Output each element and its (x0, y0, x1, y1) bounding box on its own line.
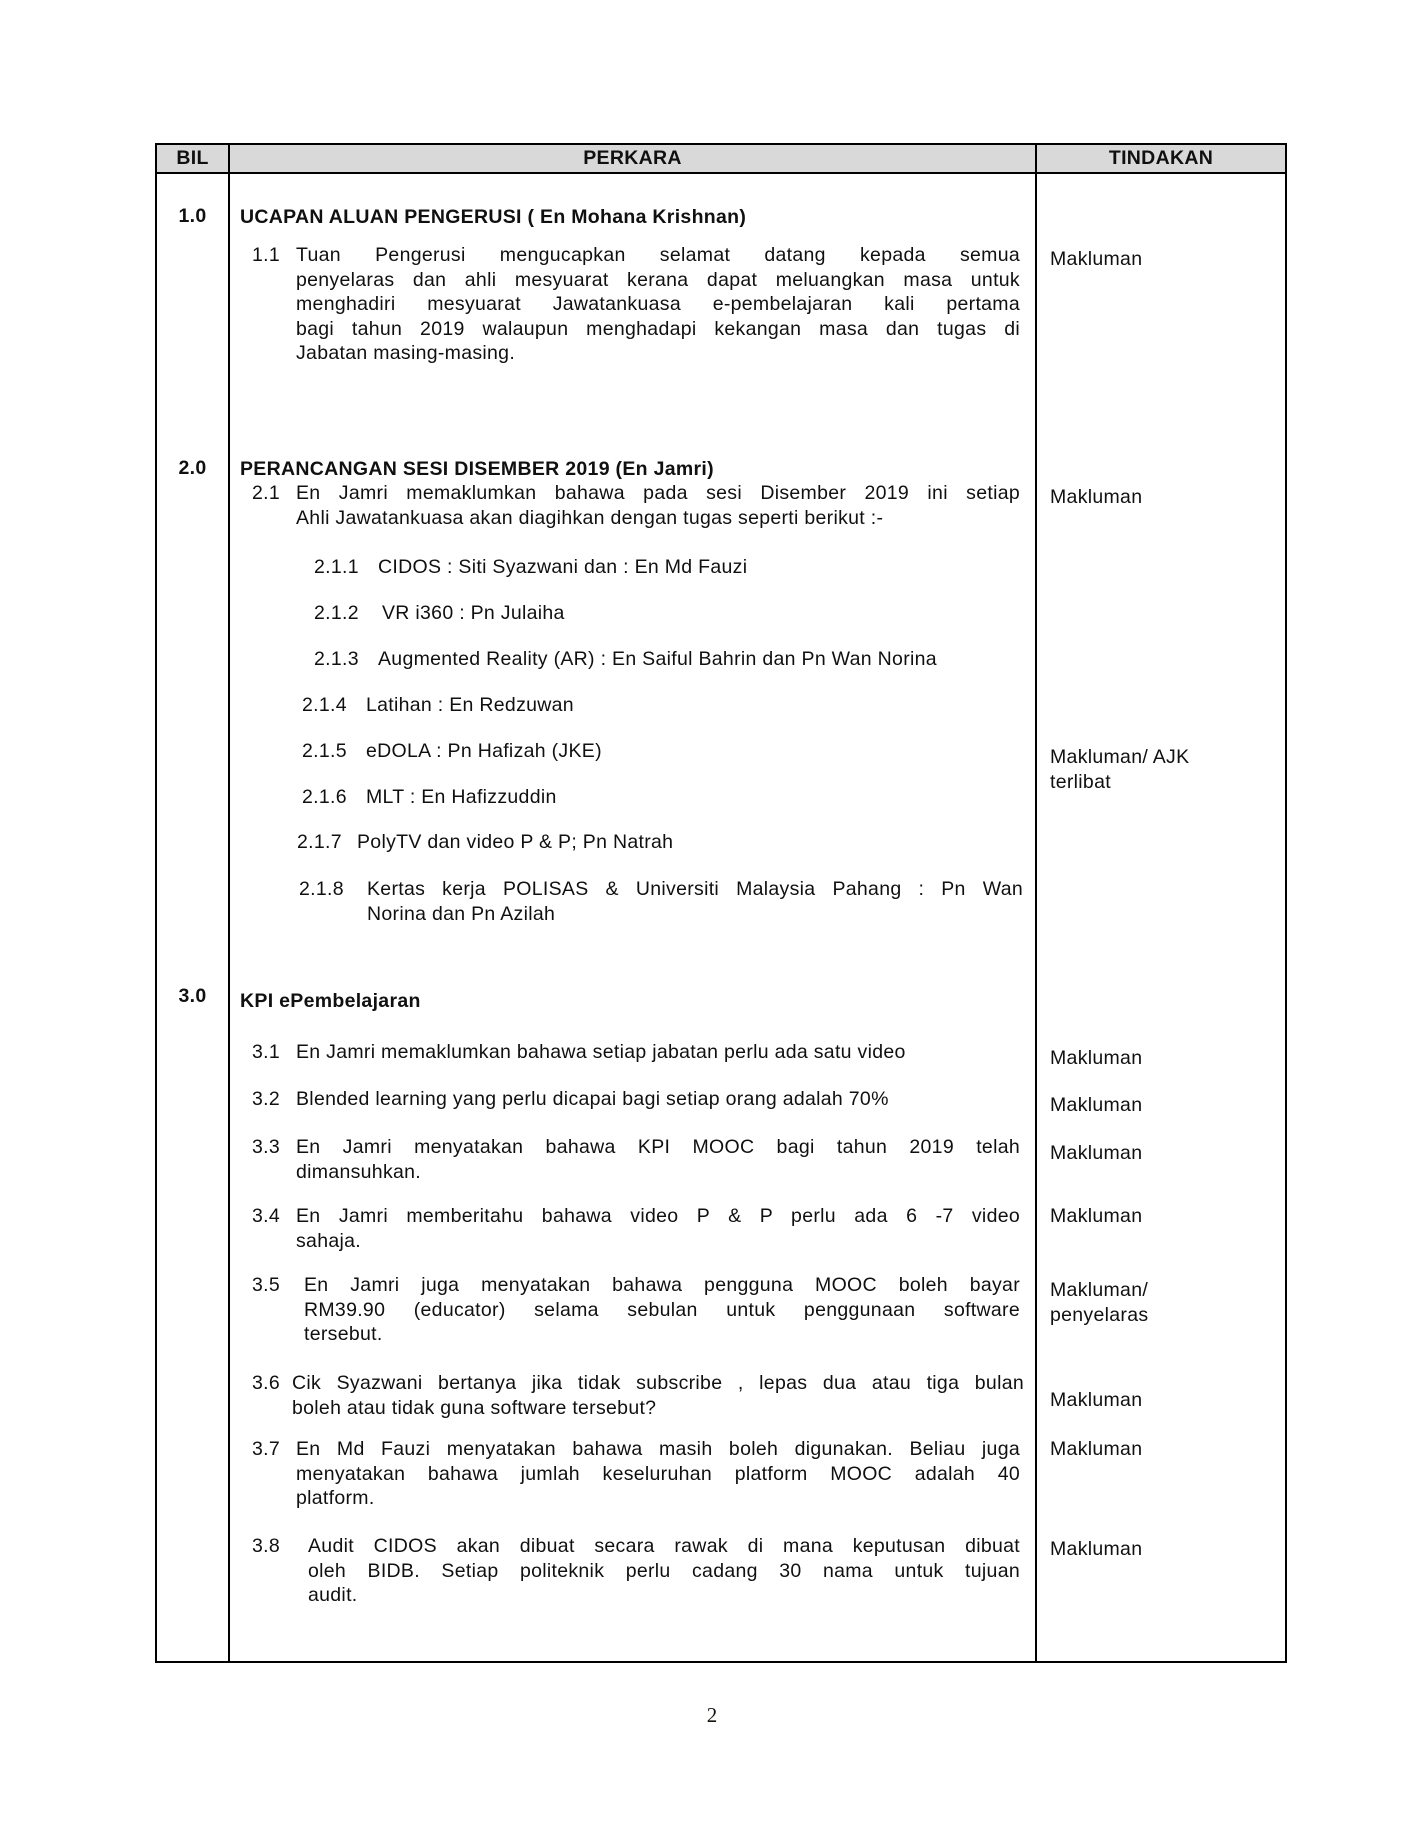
item-3-3 (252, 1135, 1020, 1184)
item-text: PolyTV dan video P & P; Pn Natrah (357, 831, 674, 853)
item-text: Augmented Reality (AR) : En Saiful Bahrin dan Pn Wan Norina (378, 648, 937, 670)
item-2-1-1 (314, 555, 1014, 580)
item-3-8 (252, 1534, 1020, 1608)
tindakan-label: Makluman (1050, 1389, 1143, 1411)
item-number: 3.8 (252, 1535, 281, 1557)
item-number: 3.3 (252, 1136, 281, 1158)
header-tindakan: TINDAKAN (1108, 147, 1214, 169)
item-number: 3.6 (252, 1372, 281, 1394)
section-title: UCAPAN ALUAN PENGERUSI ( En Mohana Krishnan) (240, 206, 747, 228)
item-3-1 (252, 1040, 1020, 1065)
header-bil: BIL (157, 145, 230, 172)
column-bil (157, 174, 230, 1661)
item-number: 3.4 (252, 1205, 281, 1227)
item-number: 3.7 (252, 1438, 281, 1460)
header-perkara: PERKARA (230, 145, 1037, 172)
item-text: CIDOS : Siti Syazwani dan : En Md Fauzi (378, 556, 748, 578)
item-number: 2.1.4 (302, 694, 347, 716)
item-1-1 (252, 243, 1020, 366)
item-text: En Jamri menyatakan bahawa KPI MOOC bagi tahun 2019 telah dimansuhkan. (296, 1136, 1020, 1183)
section-number: 3.0 (178, 985, 207, 1007)
item-number: 2.1.3 (314, 648, 359, 670)
item-text: MLT : En Hafizzuddin (366, 786, 557, 808)
item-3-2 (252, 1087, 1020, 1112)
item-text: En Jamri juga menyatakan bahawa pengguna MOOC boleh bayar RM39.90 (educator) selama sebulan untuk penggunaan software tersebut. (304, 1274, 1020, 1345)
column-tindakan (1037, 174, 1285, 1661)
column-perkara (230, 174, 1037, 1661)
tindakan-label: Makluman (1050, 1205, 1143, 1227)
item-2-1-6 (302, 785, 1002, 810)
minutes-table (155, 143, 1287, 1663)
tindakan-label: Makluman (1050, 1538, 1143, 1560)
tindakan-label: Makluman (1050, 1094, 1143, 1116)
tindakan-label: Makluman (1050, 1142, 1143, 1164)
item-number: 3.1 (252, 1041, 281, 1063)
tindakan-label: Makluman/ penyelaras (1050, 1279, 1149, 1326)
tindakan-label: Makluman (1050, 1438, 1143, 1460)
item-text: Kertas kerja POLISAS & Universiti Malaysia Pahang : Pn Wan Norina dan Pn Azilah (367, 878, 1023, 925)
page-number: 2 (706, 1703, 718, 1727)
item-number: 2.1.7 (297, 831, 342, 853)
item-2-1-5 (302, 739, 1002, 764)
section-number: 1.0 (178, 205, 207, 227)
table-header-row (157, 145, 1285, 174)
item-number: 2.1 (252, 482, 281, 504)
item-text: Latihan : En Redzuwan (366, 694, 574, 716)
item-text: En Jamri memaklumkan bahawa setiap jabatan perlu ada satu video (296, 1041, 906, 1063)
item-number: 2.1.5 (302, 740, 347, 762)
item-number: 2.1.6 (302, 786, 347, 808)
item-2-1-4 (302, 693, 1002, 718)
item-number: 3.2 (252, 1088, 281, 1110)
item-3-6 (252, 1371, 1024, 1420)
item-text: En Jamri memberitahu bahawa video P & P perlu ada 6 -7 video sahaja. (296, 1205, 1020, 1252)
item-text: VR i360 : Pn Julaiha (382, 602, 565, 624)
table-body (157, 174, 1285, 1661)
section-title: KPI ePembelajaran (240, 990, 421, 1012)
item-2-1-3 (314, 647, 1026, 672)
tindakan-label: Makluman (1050, 1047, 1143, 1069)
item-text: Tuan Pengerusi mengucapkan selamat datang kepada semua penyelaras dan ahli mesyuarat kerana dapat meluangkan masa untuk menghadiri mesyuarat Jawatankuasa e-pembelajaran kali pertama bagi tahun 2019 walaupun menghadapi kekangan masa dan tugas di Jabatan masing-masing. (296, 244, 1020, 364)
section-number: 2.0 (178, 457, 207, 479)
item-2-1 (252, 481, 1020, 530)
item-text: Blended learning yang perlu dicapai bagi setiap orang adalah 70% (296, 1088, 889, 1110)
item-number: 3.5 (252, 1274, 281, 1296)
item-text: En Md Fauzi menyatakan bahawa masih boleh digunakan. Beliau juga menyatakan bahawa jumlah keseluruhan platform MOOC adalah 40 platform. (296, 1438, 1020, 1509)
tindakan-label: Makluman (1050, 486, 1143, 508)
tindakan-label: Makluman (1050, 248, 1143, 270)
item-3-7 (252, 1437, 1020, 1511)
item-2-1-2 (314, 601, 1014, 626)
item-number: 2.1.2 (314, 602, 359, 624)
item-text: En Jamri memaklumkan bahawa pada sesi Disember 2019 ini setiap Ahli Jawatankuasa akan diagihkan dengan tugas seperti berikut :- (296, 482, 1020, 529)
item-2-1-7 (297, 830, 997, 855)
item-3-4 (252, 1204, 1020, 1253)
item-text: Audit CIDOS akan dibuat secara rawak di mana keputusan dibuat oleh BIDB. Setiap politeknik perlu cadang 30 nama untuk tujuan audit. (308, 1535, 1020, 1606)
item-2-1-8 (299, 877, 1023, 926)
item-text: eDOLA : Pn Hafizah (JKE) (366, 740, 602, 762)
tindakan-label: Makluman/ AJK terlibat (1050, 746, 1190, 793)
item-number: 1.1 (252, 244, 281, 266)
item-3-5 (252, 1273, 1020, 1347)
item-number: 2.1.1 (314, 556, 359, 578)
item-text: Cik Syazwani bertanya jika tidak subscribe , lepas dua atau tiga bulan boleh atau tidak guna software tersebut? (292, 1372, 1024, 1419)
section-title: PERANCANGAN SESI DISEMBER 2019 (En Jamri) (240, 458, 714, 480)
item-number: 2.1.8 (299, 878, 344, 900)
